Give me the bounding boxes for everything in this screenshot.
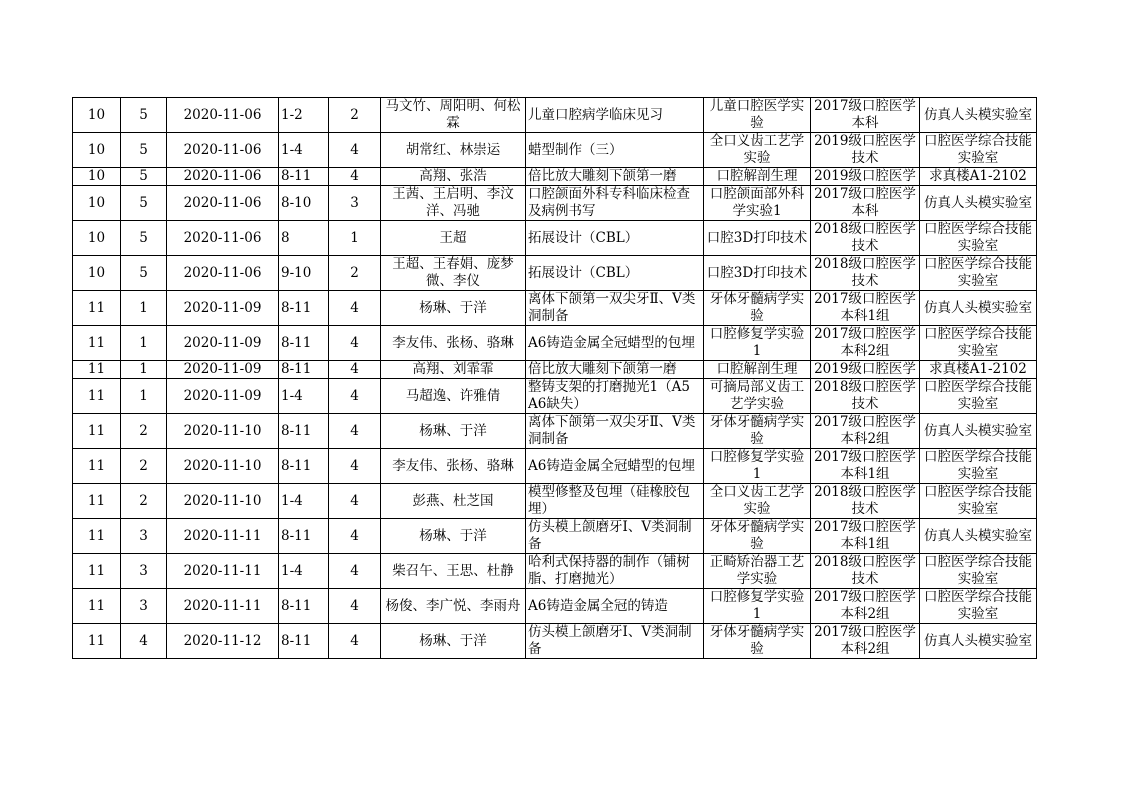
cell-teachers: 李友伟、张杨、骆琳	[381, 449, 526, 484]
cell-week: 10	[73, 133, 121, 168]
cell-date: 2020-11-06	[167, 168, 279, 186]
cell-location: 口腔医学综合技能实验室	[920, 484, 1037, 519]
cell-week: 10	[73, 221, 121, 256]
cell-content: 整铸支架的打磨抛光1（A5 A6缺失）	[526, 379, 704, 414]
cell-content: 哈利式保持器的制作（铺树脂、打磨抛光）	[526, 554, 704, 589]
cell-day: 5	[121, 256, 167, 291]
cell-location: 仿真人头模实验室	[920, 291, 1037, 326]
cell-course: 牙体牙髓病学实验	[704, 519, 811, 554]
table-row	[73, 449, 1037, 484]
cell-content: 蜡型制作（三）	[526, 133, 704, 168]
cell-content: 仿头模上颌磨牙Ⅰ、Ⅴ类洞制备	[526, 624, 704, 659]
cell-location: 仿真人头模实验室	[920, 519, 1037, 554]
table-row	[73, 554, 1037, 589]
cell-week: 10	[73, 256, 121, 291]
cell-hours: 4	[329, 379, 381, 414]
cell-class: 2017级口腔医学本科1组	[811, 519, 920, 554]
cell-week: 11	[73, 589, 121, 624]
cell-week: 11	[73, 326, 121, 361]
cell-teachers: 杨琳、于洋	[381, 519, 526, 554]
cell-content: 离体下颌第一双尖牙Ⅱ、Ⅴ类洞制备	[526, 291, 704, 326]
cell-location: 仿真人头模实验室	[920, 98, 1037, 133]
cell-teachers: 高翔、刘霏霏	[381, 361, 526, 379]
table-row	[73, 98, 1037, 133]
cell-class: 2017级口腔医学本科2组	[811, 589, 920, 624]
cell-periods: 8-10	[279, 186, 329, 221]
cell-hours: 1	[329, 221, 381, 256]
cell-course: 可摘局部义齿工艺学实验	[704, 379, 811, 414]
cell-location: 口腔医学综合技能实验室	[920, 326, 1037, 361]
cell-day: 3	[121, 519, 167, 554]
cell-week: 11	[73, 519, 121, 554]
cell-hours: 4	[329, 414, 381, 449]
cell-class: 2017级口腔医学本科2组	[811, 326, 920, 361]
cell-periods: 8-11	[279, 624, 329, 659]
cell-periods: 8-11	[279, 326, 329, 361]
cell-teachers: 彭燕、杜芝国	[381, 484, 526, 519]
cell-class: 2018级口腔医学技术	[811, 484, 920, 519]
cell-course: 牙体牙髓病学实验	[704, 624, 811, 659]
cell-course: 牙体牙髓病学实验	[704, 414, 811, 449]
table-row	[73, 414, 1037, 449]
cell-course: 口腔解剖生理	[704, 361, 811, 379]
cell-date: 2020-11-11	[167, 554, 279, 589]
cell-hours: 2	[329, 256, 381, 291]
cell-class: 2017级口腔医学本科1组	[811, 291, 920, 326]
cell-content: 口腔颌面外科专科临床检查及病例书写	[526, 186, 704, 221]
cell-hours: 4	[329, 361, 381, 379]
table-row	[73, 624, 1037, 659]
cell-location: 口腔医学综合技能实验室	[920, 256, 1037, 291]
cell-class: 2017级口腔医学本科1组	[811, 449, 920, 484]
cell-teachers: 马文竹、周阳明、何松霖	[381, 98, 526, 133]
cell-date: 2020-11-06	[167, 98, 279, 133]
cell-content: 拓展设计（CBL）	[526, 256, 704, 291]
cell-teachers: 杨俊、李广悦、李雨舟	[381, 589, 526, 624]
cell-course: 儿童口腔医学实验	[704, 98, 811, 133]
cell-location: 仿真人头模实验室	[920, 186, 1037, 221]
table-row	[73, 133, 1037, 168]
cell-teachers: 马超逸、许雅倩	[381, 379, 526, 414]
cell-day: 5	[121, 133, 167, 168]
cell-date: 2020-11-11	[167, 589, 279, 624]
table-row	[73, 256, 1037, 291]
cell-hours: 4	[329, 554, 381, 589]
cell-teachers: 杨琳、于洋	[381, 624, 526, 659]
cell-location: 仿真人头模实验室	[920, 624, 1037, 659]
cell-teachers: 王超、王春娟、庞梦微、李仪	[381, 256, 526, 291]
cell-content: A6铸造金属全冠蜡型的包埋	[526, 326, 704, 361]
cell-location: 求真楼A1-2102	[920, 168, 1037, 186]
cell-class: 2017级口腔医学本科	[811, 98, 920, 133]
cell-periods: 8-11	[279, 414, 329, 449]
cell-day: 1	[121, 379, 167, 414]
cell-teachers: 杨琳、于洋	[381, 414, 526, 449]
cell-date: 2020-11-10	[167, 414, 279, 449]
cell-week: 11	[73, 379, 121, 414]
cell-periods: 1-2	[279, 98, 329, 133]
table-row	[73, 326, 1037, 361]
cell-hours: 3	[329, 186, 381, 221]
table-row	[73, 484, 1037, 519]
cell-teachers: 王茜、王启明、李汶洋、冯驰	[381, 186, 526, 221]
cell-hours: 4	[329, 484, 381, 519]
cell-content: A6铸造金属全冠蜡型的包埋	[526, 449, 704, 484]
cell-date: 2020-11-10	[167, 484, 279, 519]
table-row	[73, 186, 1037, 221]
cell-day: 1	[121, 291, 167, 326]
cell-content: 离体下颌第一双尖牙Ⅱ、Ⅴ类洞制备	[526, 414, 704, 449]
cell-week: 11	[73, 449, 121, 484]
cell-day: 4	[121, 624, 167, 659]
cell-day: 3	[121, 554, 167, 589]
cell-date: 2020-11-09	[167, 326, 279, 361]
cell-teachers: 杨琳、于洋	[381, 291, 526, 326]
cell-date: 2020-11-09	[167, 291, 279, 326]
cell-periods: 1-4	[279, 484, 329, 519]
cell-course: 口腔3D打印技术	[704, 256, 811, 291]
cell-date: 2020-11-12	[167, 624, 279, 659]
cell-hours: 4	[329, 589, 381, 624]
cell-day: 5	[121, 221, 167, 256]
table-row	[73, 589, 1037, 624]
cell-teachers: 王超	[381, 221, 526, 256]
cell-date: 2020-11-09	[167, 361, 279, 379]
table-body	[73, 98, 1037, 659]
cell-day: 2	[121, 414, 167, 449]
cell-periods: 8	[279, 221, 329, 256]
table-row	[73, 519, 1037, 554]
cell-course: 正畸矫治器工艺学实验	[704, 554, 811, 589]
cell-day: 1	[121, 326, 167, 361]
cell-class: 2018级口腔医学技术	[811, 256, 920, 291]
cell-day: 3	[121, 589, 167, 624]
cell-periods: 8-11	[279, 361, 329, 379]
cell-class: 2018级口腔医学技术	[811, 554, 920, 589]
schedule-table	[72, 97, 1037, 659]
cell-week: 11	[73, 554, 121, 589]
cell-location: 口腔医学综合技能实验室	[920, 554, 1037, 589]
cell-hours: 4	[329, 326, 381, 361]
cell-date: 2020-11-11	[167, 519, 279, 554]
cell-content: 模型修整及包埋（硅橡胶包埋）	[526, 484, 704, 519]
cell-class: 2017级口腔医学本科	[811, 186, 920, 221]
cell-day: 5	[121, 98, 167, 133]
cell-periods: 9-10	[279, 256, 329, 291]
cell-date: 2020-11-09	[167, 379, 279, 414]
cell-week: 11	[73, 414, 121, 449]
cell-course: 口腔颌面部外科学实验1	[704, 186, 811, 221]
cell-week: 10	[73, 186, 121, 221]
cell-hours: 4	[329, 519, 381, 554]
cell-content: 拓展设计（CBL）	[526, 221, 704, 256]
cell-location: 仿真人头模实验室	[920, 414, 1037, 449]
cell-week: 11	[73, 361, 121, 379]
cell-day: 2	[121, 484, 167, 519]
cell-day: 2	[121, 449, 167, 484]
cell-content: 儿童口腔病学临床见习	[526, 98, 704, 133]
cell-periods: 8-11	[279, 519, 329, 554]
cell-location: 口腔医学综合技能实验室	[920, 589, 1037, 624]
cell-date: 2020-11-06	[167, 256, 279, 291]
cell-course: 全口义齿工艺学实验	[704, 133, 811, 168]
cell-course: 口腔解剖生理	[704, 168, 811, 186]
cell-location: 口腔医学综合技能实验室	[920, 379, 1037, 414]
cell-teachers: 李友伟、张杨、骆琳	[381, 326, 526, 361]
cell-date: 2020-11-06	[167, 186, 279, 221]
cell-hours: 4	[329, 624, 381, 659]
cell-day: 5	[121, 186, 167, 221]
cell-location: 求真楼A1-2102	[920, 361, 1037, 379]
cell-date: 2020-11-06	[167, 133, 279, 168]
cell-week: 11	[73, 291, 121, 326]
cell-periods: 8-11	[279, 168, 329, 186]
cell-class: 2019级口腔医学技术	[811, 133, 920, 168]
cell-class: 2017级口腔医学本科2组	[811, 624, 920, 659]
cell-course: 牙体牙髓病学实验	[704, 291, 811, 326]
cell-hours: 2	[329, 98, 381, 133]
cell-course: 口腔修复学实验1	[704, 326, 811, 361]
cell-date: 2020-11-06	[167, 221, 279, 256]
cell-course: 口腔3D打印技术	[704, 221, 811, 256]
cell-class: 2019级口腔医学	[811, 168, 920, 186]
cell-week: 10	[73, 98, 121, 133]
cell-class: 2018级口腔医学技术	[811, 221, 920, 256]
cell-hours: 4	[329, 168, 381, 186]
cell-day: 1	[121, 361, 167, 379]
cell-content: 倍比放大雕刻下颌第一磨	[526, 168, 704, 186]
cell-class: 2018级口腔医学技术	[811, 379, 920, 414]
cell-periods: 1-4	[279, 133, 329, 168]
cell-course: 口腔修复学实验1	[704, 449, 811, 484]
cell-periods: 8-11	[279, 449, 329, 484]
cell-teachers: 高翔、张浩	[381, 168, 526, 186]
cell-class: 2019级口腔医学	[811, 361, 920, 379]
cell-periods: 8-11	[279, 589, 329, 624]
cell-hours: 4	[329, 291, 381, 326]
cell-periods: 8-11	[279, 291, 329, 326]
table-row	[73, 168, 1037, 186]
cell-content: A6铸造金属全冠的铸造	[526, 589, 704, 624]
cell-class: 2017级口腔医学本科2组	[811, 414, 920, 449]
cell-course: 口腔修复学实验1	[704, 589, 811, 624]
table-row	[73, 379, 1037, 414]
cell-teachers: 柴召午、王思、杜静	[381, 554, 526, 589]
cell-periods: 1-4	[279, 379, 329, 414]
cell-location: 口腔医学综合技能实验室	[920, 449, 1037, 484]
cell-hours: 4	[329, 133, 381, 168]
cell-content: 仿头模上颌磨牙Ⅰ、Ⅴ类洞制备	[526, 519, 704, 554]
cell-hours: 4	[329, 449, 381, 484]
cell-content: 倍比放大雕刻下颌第一磨	[526, 361, 704, 379]
cell-course: 全口义齿工艺学实验	[704, 484, 811, 519]
cell-periods: 1-4	[279, 554, 329, 589]
table-row	[73, 291, 1037, 326]
table-row	[73, 221, 1037, 256]
table-row	[73, 361, 1037, 379]
cell-day: 5	[121, 168, 167, 186]
cell-location: 口腔医学综合技能实验室	[920, 221, 1037, 256]
cell-teachers: 胡常红、林崇运	[381, 133, 526, 168]
cell-week: 11	[73, 624, 121, 659]
cell-location: 口腔医学综合技能实验室	[920, 133, 1037, 168]
cell-week: 11	[73, 484, 121, 519]
cell-date: 2020-11-10	[167, 449, 279, 484]
cell-week: 10	[73, 168, 121, 186]
